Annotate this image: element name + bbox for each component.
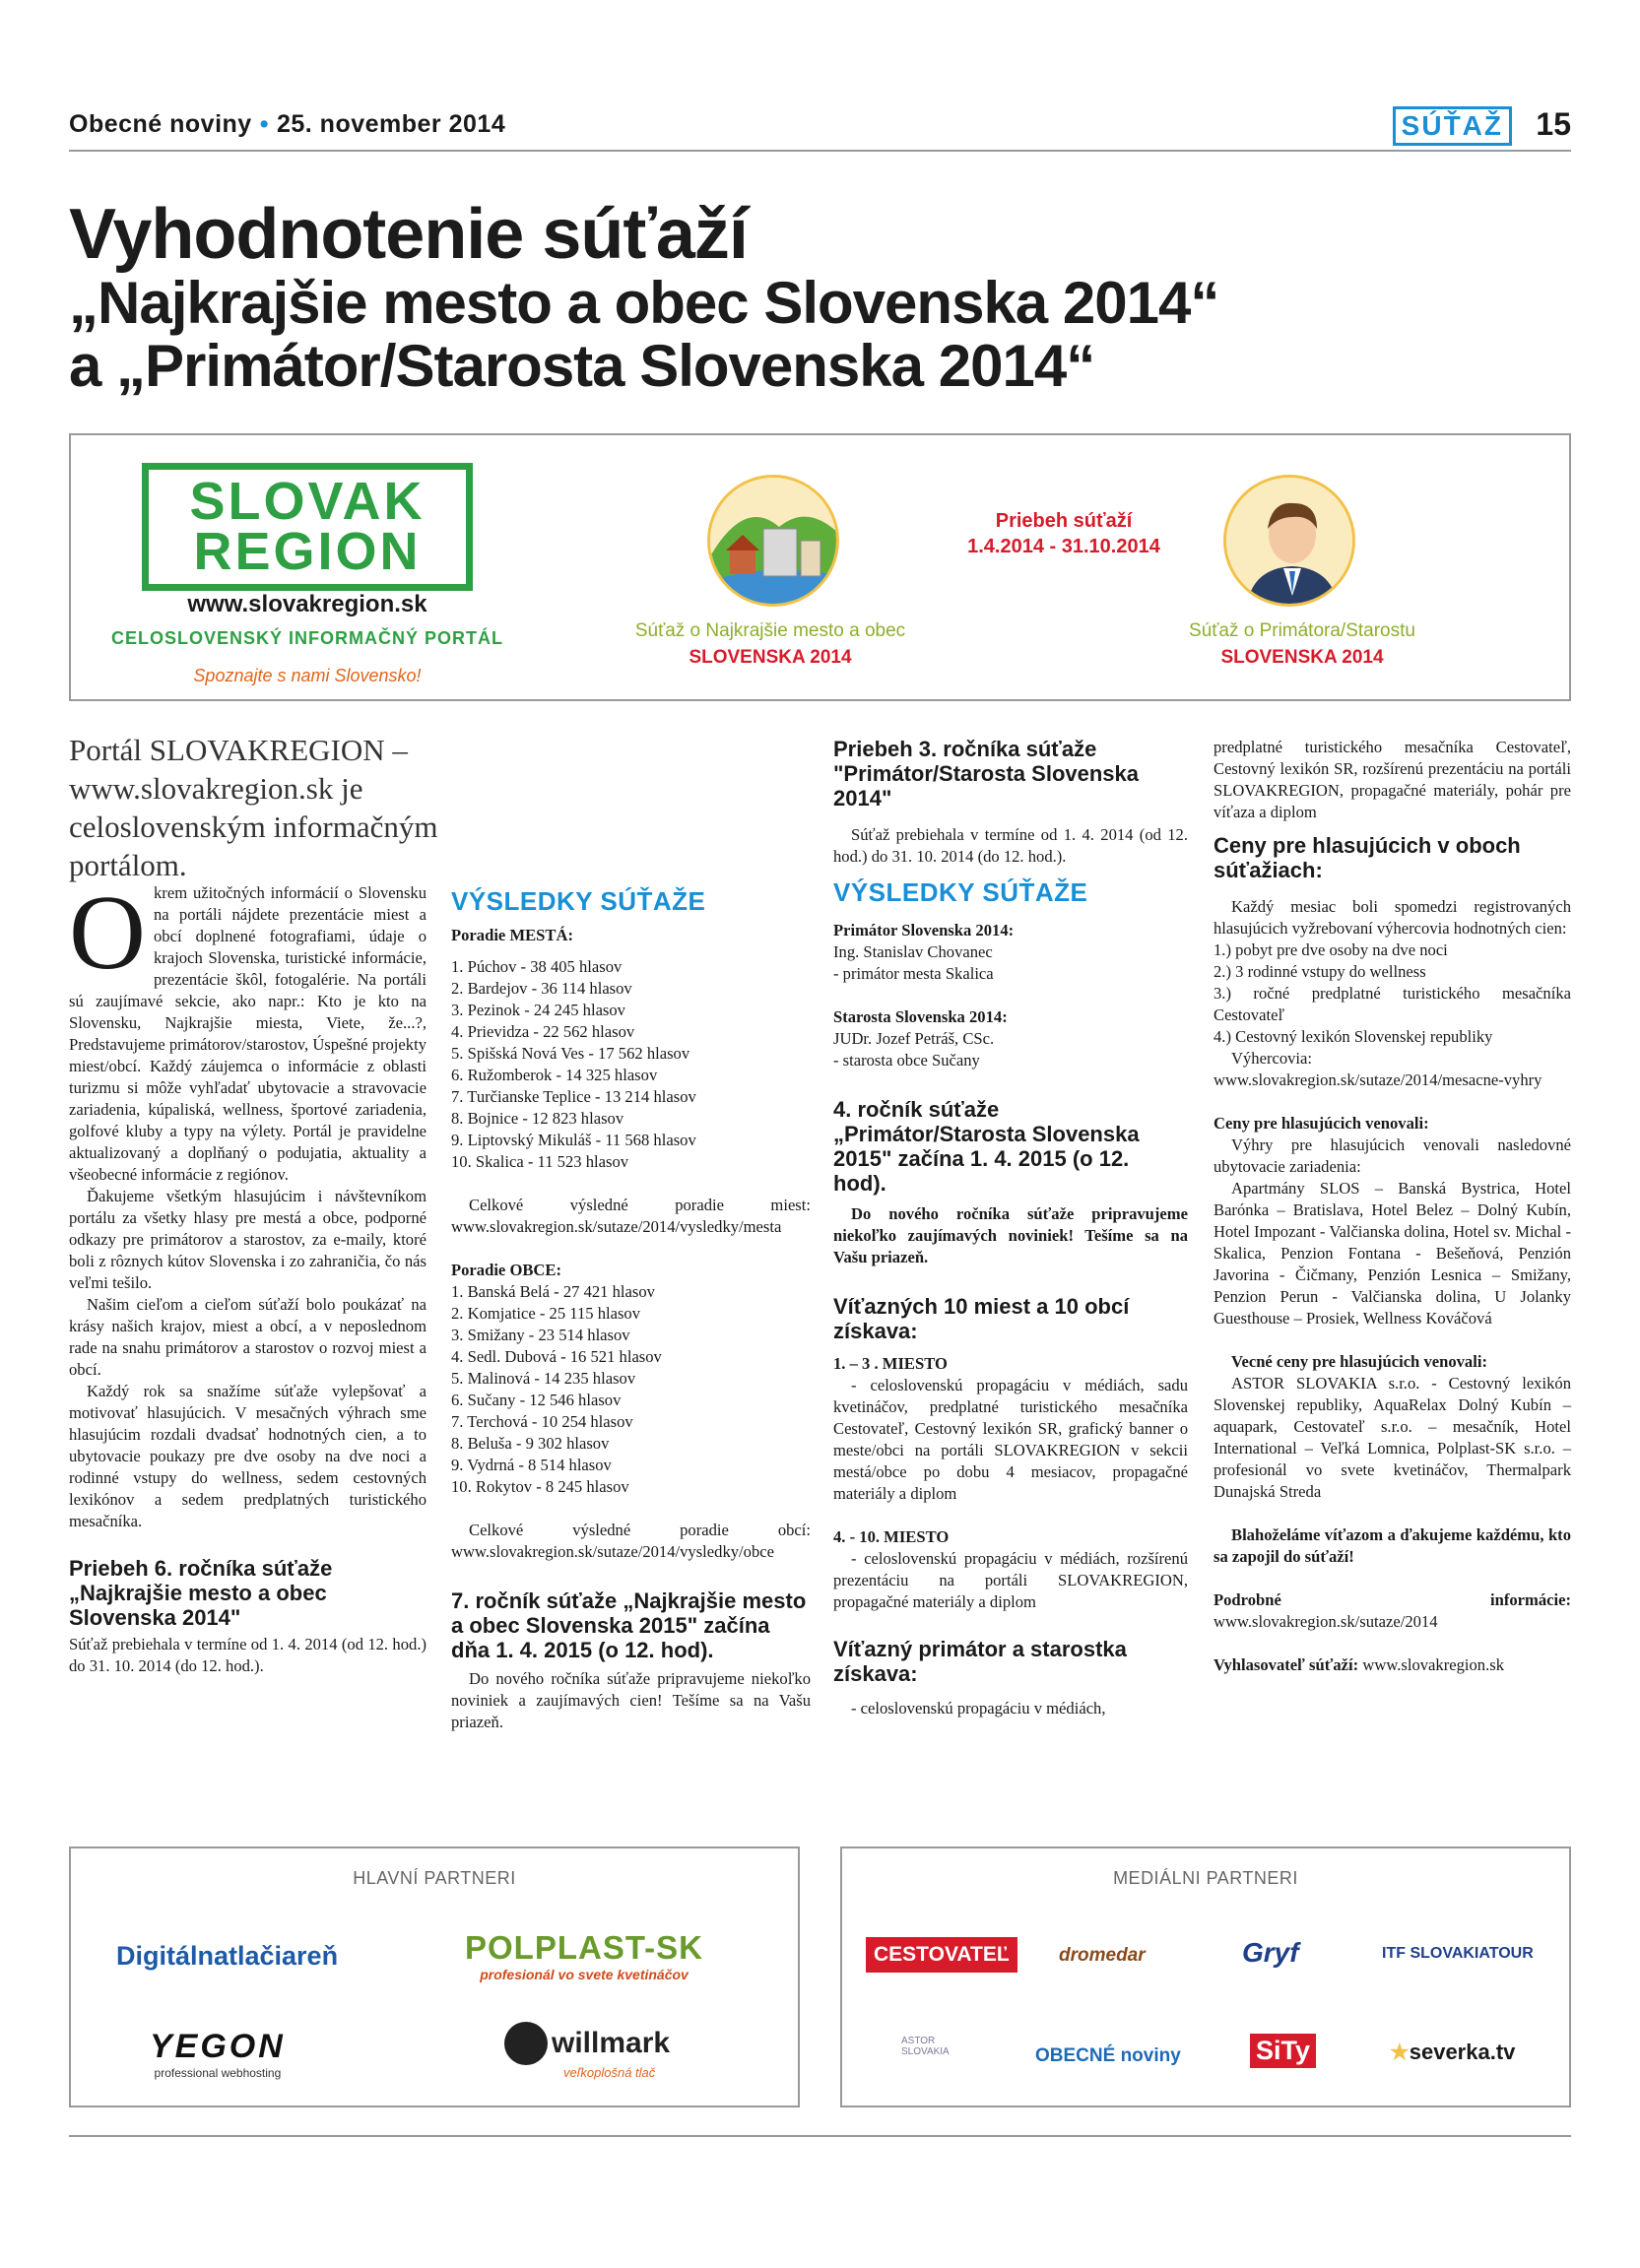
town-rank-item: 6. Ružomberok - 14 325 hlasov	[451, 1066, 658, 1084]
section-heading-winner: Víťazný primátor a starostka získava:	[833, 1637, 1127, 1686]
polplast-tagline: profesionál vo svete kvetináčov	[480, 1967, 689, 1982]
starosta-name: JUDr. Jozef Petráš, CSc.	[833, 1029, 995, 1048]
issue-date: 25. november 2014	[276, 110, 506, 138]
article-lead: Portál SLOVAKREGION – www.slovakregion.sk je celoslovenským informačným portálom.	[69, 733, 438, 882]
voter-prizes-list	[1214, 940, 1571, 1048]
town-rank-item: 5. Spišská Nová Ves - 17 562 hlasov	[451, 1044, 690, 1063]
main-partners-heading: HLAVNÍ PARTNERI	[353, 1868, 516, 1888]
column-1	[69, 875, 426, 1677]
media-partners-heading: MEDIÁLNI PARTNERI	[1113, 1868, 1298, 1888]
willmark-name: willmark	[552, 2027, 671, 2059]
page-header	[69, 106, 1571, 152]
prize-item: 1.) pobyt pre dve osoby na dve noci	[1214, 940, 1448, 959]
voter-prizes-intro: Každý mesiac boli spomedzi registrovaných hlasujúcich vyžrebovaní výhercovia hodnotných cien:	[1214, 897, 1571, 938]
village-rank-item: 3. Smižany - 23 514 hlasov	[451, 1326, 630, 1344]
village-rank-item: 2. Komjatice - 25 115 hlasov	[451, 1304, 641, 1323]
news-7th: Do nového ročníka súťaže pripravujeme niekoľko noviniek a zaujímavých cien! Tešíme sa na Vašu priazeň.	[451, 1669, 811, 1731]
town-illustration-icon	[707, 475, 839, 607]
caption-town-contest	[563, 618, 977, 671]
severka-name: severka.tv	[1409, 2040, 1516, 2064]
village-rank-item: 4. Sedl. Dubová - 16 521 hlasov	[451, 1347, 662, 1366]
thanks-paragraph: Ďakujeme všetkým hlasujúcim i návštevníkom portálu za všetky hlasy pre mestá a obce, podporné odkazy pre primátorov a starostov, za e-maily, ktoré boli z rôznych kútov Slovenska i zo zahraničia, čo nás veľmi tešilo.	[69, 1187, 426, 1292]
mayor-desc: - primátor mesta Skalica	[833, 964, 994, 983]
starosta-desc: - starosta obce Sučany	[833, 1051, 980, 1069]
prizes-paragraph: Každý rok sa snažíme súťaže vylepšovať a motivovať hlasujúcich. V mesačných výhrach sme hlasujúcim rozdali dvadsať hodnotných cien, a to ubytovacie poukazy pre dve osoby na dve noci a rodinné vstupy do wellness, sedem cestovných lexikónov a sedem predplatných turistického mesačníka.	[69, 1382, 426, 1530]
yegon-name: YEGON	[150, 2028, 286, 2065]
portal-tagline: CELOSLOVENSKÝ INFORMAČNÝ PORTÁL	[110, 628, 503, 648]
caption-1-sub: SLOVENSKA 2014	[689, 646, 852, 668]
mayor-label: Primátor Slovenska 2014:	[833, 921, 1015, 940]
willmark-mark-icon	[504, 2022, 548, 2065]
section-heading-voter-prizes: Ceny pre hlasujúcich v oboch súťažiach:	[1214, 833, 1521, 882]
title-line-2: „Najkrajšie mesto a obec Slovenska 2014“	[69, 270, 1219, 337]
logo-word-2: REGION	[193, 522, 422, 581]
donors-list: Apartmány SLOS – Banská Bystrica, Hotel Barónka – Bratislava, Hotel Belez – Dolný Kubín, Hotel Impozant - Valčianska dolina, Hotel sv. Michal - Skalica, Penzion Fontana - Bešeňová, Penzión Javorina - Čičmany, Penzión Lesnica – Smižany, Penzion Perun - Valčianska dolina, U Jolanky Guesthouse – Prosiek, Wellness Kováčová	[1214, 1179, 1571, 1328]
towns-ranking	[451, 956, 811, 1173]
village-rank-item: 9. Vydrná - 8 514 hlasov	[451, 1456, 612, 1474]
article-title	[69, 197, 1571, 398]
media-partners-box	[840, 1847, 1571, 2107]
paper-name: Obecné noviny	[69, 110, 252, 138]
places-1-3-prizes: - celoslovenskú propagáciu v médiách, sadu kvetináčov, predplatné turistického mesačníka Cestovateľ, Cestovný lexikón SR, grafický banner o meste/obci na portáli SLOVAKREGION v sekcii mestá/obce po dobu 4 mesiacov, propagačné materiály a diplom	[833, 1376, 1188, 1503]
title-line-1: Vyhodnotenie súťaží	[69, 195, 748, 274]
title-line-3: a „Primátor/Starosta Slovenska 2014“	[69, 332, 1095, 399]
village-rank-item: 7. Terchová - 10 254 hlasov	[451, 1412, 633, 1431]
prize-item: 3.) ročné predplatné turistického mesačníka Cestovateľ	[1214, 984, 1571, 1024]
intro-paragraph: krem užitočných informácií o Slovensku na portáli nájdete prezentácie miest a obcí doplnené fotografiami, údaje o krajoch Slovenska, turistické informácie, prezentácie škôl, fotogalérie. Na portáli sú zaujímavé sekcie, ako napr.: Kto je kto na Slovensku, Najkrajšie miesta, Viete, že...?, Predstavujeme primátorov/starostov, Úspešné projekty miest/obcí. Každý záujemca o informácie z oblasti turizmu si môže vyhľadať ubytovacie a stravovacie zariadenia, kúpaliská, wellness, športové zariadenia, golfové kluby a typy na výlety. Portál je pravidelne aktualizovaný a doplňaný o podujatia, aktuality a všeobecné informácie z regiónov.	[69, 883, 426, 1184]
mayor-name: Ing. Stanislav Chovanec	[833, 942, 993, 961]
more-info-link[interactable]: www.slovakregion.sk/sutaze/2014	[1214, 1612, 1438, 1631]
prize-item: 2.) 3 rodinné vstupy do wellness	[1214, 962, 1426, 981]
astor-logo: ASTOR SLOVAKIA	[901, 2036, 950, 2057]
towns-link[interactable]: Celkové výsledné poradie miest: www.slovakregion.sk/sutaze/2014/vysledky/mesta	[451, 1196, 811, 1236]
willmark-tagline: veľkoplošná tlač	[563, 2065, 656, 2080]
places-4-10-prizes: - celoslovenskú propagáciu v médiách, rozšírenú prezentáciu na portáli SLOVAKREGION, propagačné materiály a diplom	[833, 1549, 1188, 1611]
column-4	[1214, 737, 1571, 1676]
town-rank-item: 2. Bardejov - 36 114 hlasov	[451, 979, 632, 998]
separator-dot: •	[259, 110, 269, 138]
organizer	[1214, 1654, 1571, 1676]
organizer-label: Vyhlasovateľ súťaží:	[1214, 1655, 1359, 1674]
goal-paragraph: Našim cieľom a cieľom súťaží bolo poukázať na krásy našich krajov, miest a obcí, a v neposlednom rade na snahu primátorov a starostov o rozvoj miest a obcí.	[69, 1295, 426, 1379]
section-heading-top10: Víťazných 10 miest a 10 obcí získava:	[833, 1294, 1130, 1343]
winner-prizes: - celoslovenskú propagáciu v médiách,	[851, 1699, 1106, 1717]
places-4-10-label: 4. - 10. MIESTO	[833, 1527, 950, 1546]
villages-label: Poradie OBCE:	[451, 1261, 561, 1279]
section-heading-7th: 7. ročník súťaže „Najkrajšie mesto a obec Slovenska 2015" začína dňa 1. 4. 2015 (o 12. hod).	[451, 1588, 807, 1662]
radio-sity-logo: SiTy	[1250, 2034, 1316, 2068]
polplast-logo	[465, 1929, 703, 1982]
mayor-portrait-icon	[1223, 475, 1355, 607]
itf-slovakiatour-logo: ITF SLOVAKIATOUR	[1382, 1945, 1534, 1962]
town-rank-item: 3. Pezinok - 24 245 hlasov	[451, 1001, 625, 1019]
towns-label: Poradie MESTÁ:	[451, 926, 573, 944]
village-rank-item: 1. Banská Belá - 27 421 hlasov	[451, 1282, 655, 1301]
logo-word-1: SLOVAK	[189, 471, 426, 531]
star-icon: ★	[1390, 2040, 1410, 2064]
main-partners-box	[69, 1847, 800, 2107]
news-4th: Do nového ročníka súťaže pripravujeme niekoľko zaujímavých noviniek! Tešíme sa na Vašu priazeň.	[833, 1204, 1188, 1266]
drop-cap: O	[69, 875, 146, 992]
organizer-link[interactable]: www.slovakregion.sk	[1362, 1655, 1504, 1674]
period-dates: 1.4.2014 - 31.10.2014	[967, 536, 1160, 557]
material-donors-heading: Vecné ceny pre hlasujúcich venovali:	[1231, 1352, 1487, 1371]
willmark-logo	[504, 2022, 670, 2080]
severka-tv-logo	[1390, 2040, 1515, 2065]
digitalna-tlaciaren-logo: Digitálnatlačiareň	[116, 1941, 339, 1971]
town-rank-item: 9. Liptovský Mikuláš - 11 568 hlasov	[451, 1131, 696, 1149]
polplast-name: POLPLAST-SK	[465, 1929, 704, 1966]
caption-2-text: Súťaž o Primátora/Starostu	[1189, 620, 1415, 641]
villages-ranking	[451, 1281, 811, 1498]
section-badge: SÚŤAŽ	[1393, 106, 1512, 146]
period-label: Priebeh súťaží	[995, 510, 1133, 532]
donors-heading: Ceny pre hlasujúcich venovali:	[1214, 1114, 1429, 1133]
village-rank-item: 8. Beluša - 9 302 hlasov	[451, 1434, 610, 1453]
village-rank-item: 6. Sučany - 12 546 hlasov	[451, 1391, 622, 1409]
page-number: 15	[1536, 106, 1571, 142]
caption-2-sub: SLOVENSKA 2014	[1220, 646, 1384, 668]
winner-prizes-cont: predplatné turistického mesačníka Cestovateľ, Cestovný lexikón SR, rozšírenú prezentáciu na portáli SLOVAKREGION, propagačné materiály, pohár pre víťaza a diplom	[1214, 738, 1571, 821]
starosta-label: Starosta Slovenska 2014:	[833, 1007, 1008, 1026]
obecne-noviny-logo: OBECNÉ noviny	[1035, 2045, 1181, 2066]
gryf-logo: Gryf	[1242, 1937, 1299, 1968]
caption-mayor-contest	[1095, 618, 1509, 671]
prize-item: 4.) Cestovný lexikón Slovenskej republiky	[1214, 1027, 1493, 1046]
column-2	[451, 886, 811, 1733]
footer-rule	[69, 2135, 1571, 2137]
town-rank-item: 4. Prievidza - 22 562 hlasov	[451, 1022, 635, 1041]
places-1-3-label: 1. – 3 . MIESTO	[833, 1354, 948, 1373]
winners-link[interactable]: Výhercovia: www.slovakregion.sk/sutaze/2014/mesacne-vyhry	[1214, 1049, 1542, 1089]
portal-slogan: Spoznajte s nami Slovensko!	[193, 666, 422, 685]
results-heading-towns: VÝSLEDKY SÚŤAŽE	[451, 886, 706, 916]
period-3rd: Súťaž prebiehala v termíne od 1. 4. 2014 (od 12. hod.) do 31. 10. 2014 (do 12. hod.).	[833, 825, 1188, 866]
cestovatel-logo: CESTOVATEĽ	[866, 1937, 1017, 1973]
villages-link[interactable]: Celkové výsledné poradie obcí: www.slovakregion.sk/sutaze/2014/vysledky/obce	[451, 1521, 811, 1561]
more-info-label: Podrobné informácie:	[1214, 1590, 1571, 1609]
slovakregion-logo	[142, 463, 473, 591]
section-heading-4th: 4. ročník súťaže „Primátor/Starosta Slovenska 2015" začína 1. 4. 2015 (o 12. hod).	[833, 1097, 1140, 1196]
period-6th: Súťaž prebiehala v termíne od 1. 4. 2014 (od 12. hod.) do 31. 10. 2014 (do 12. hod.).	[69, 1635, 426, 1675]
material-donors-list: ASTOR SLOVAKIA s.r.o. - Cestovný lexikón Slovenskej republiky, AquaRelax Dolný Kubín – aquapark, Cestovateľ s.r.o. – mesačník, Hotel International – Veľká Lomnica, Polplast-SK s.r.o. – profesionál vo svete kvetináčov, Thermalpark Dunajská Streda	[1214, 1374, 1571, 1501]
masthead	[69, 110, 505, 139]
village-rank-item: 10. Rokytov - 8 245 hlasov	[451, 1477, 629, 1496]
yegon-tagline: professional webhosting	[154, 2066, 282, 2080]
village-rank-item: 5. Malinová - 14 235 hlasov	[451, 1369, 636, 1388]
donors-intro: Výhry pre hlasujúcich venovali nasledovné ubytovacie zariadenia:	[1214, 1135, 1571, 1176]
contest-banner	[69, 433, 1571, 701]
section-heading-6th: Priebeh 6. ročníka súťaže „Najkrajšie mesto a obec Slovenska 2014"	[69, 1556, 333, 1630]
congratulations: Blahoželáme víťazom a ďakujeme každému, kto sa zapojil do súťaží!	[1214, 1525, 1571, 1566]
dromedar-logo: dromedar	[1059, 1945, 1146, 1966]
town-rank-item: 1. Púchov - 38 405 hlasov	[451, 957, 623, 976]
town-rank-item: 7. Turčianske Teplice - 13 214 hlasov	[451, 1087, 696, 1106]
section-heading-3rd: Priebeh 3. ročníka súťaže "Primátor/Starosta Slovenska 2014"	[833, 737, 1139, 810]
results-heading-mayors: VÝSLEDKY SÚŤAŽE	[833, 877, 1088, 907]
town-rank-item: 8. Bojnice - 12 823 hlasov	[451, 1109, 624, 1128]
town-rank-item: 10. Skalica - 11 523 hlasov	[451, 1152, 629, 1171]
contest-period	[916, 508, 1212, 559]
header-rule	[69, 150, 1571, 152]
yegon-logo	[150, 2028, 286, 2080]
more-info	[1214, 1589, 1571, 1633]
portal-url[interactable]: www.slovakregion.sk	[187, 591, 427, 617]
caption-1-text: Súťaž o Najkrajšie mesto a obec	[634, 620, 906, 641]
column-3	[833, 737, 1188, 1719]
